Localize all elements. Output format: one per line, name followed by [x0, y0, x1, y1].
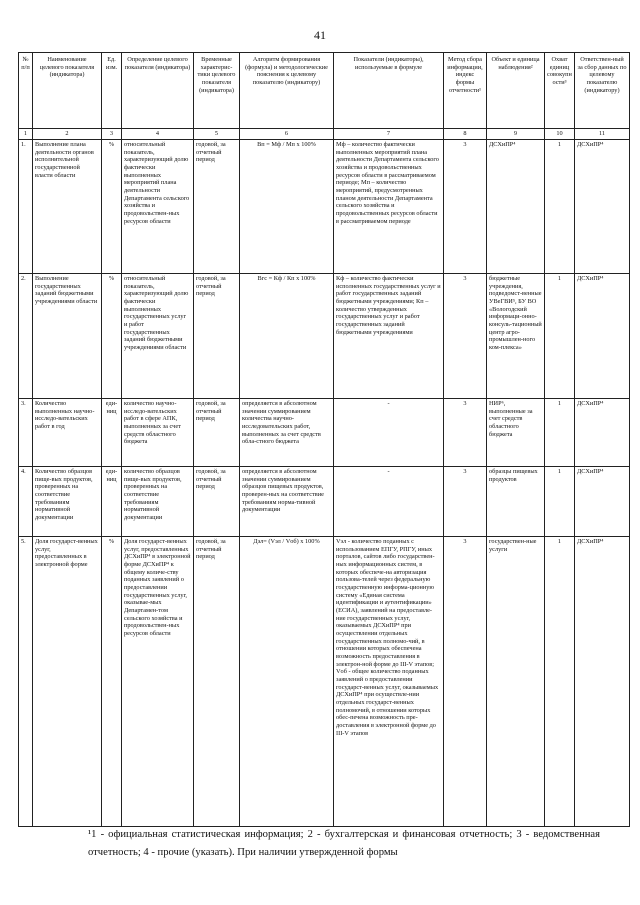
formula: Вп = Мф / Мп x 100% [240, 140, 334, 274]
table-row [19, 274, 630, 399]
coverage: 1 [545, 537, 575, 827]
timing: годовой, за отчетный период [194, 274, 240, 399]
observation-object: образцы пищевых продуктов [487, 467, 545, 537]
collection-method: 3 [444, 274, 487, 399]
header-cell: Показатели (индикаторы), используемые в формуле [334, 53, 444, 129]
indicator-name: Количество образцов пище-вых продуктов, проверенных на соответствие требованиям нормативной документации [33, 467, 102, 537]
table-row [19, 537, 630, 827]
coverage: 1 [545, 467, 575, 537]
formula-indicators: Кф – количество фактически исполненных государственных услуг и работ государственных заданий бюджетными учреждениями; Кп – количество утвержденных государственных услуг и работ государственных заданий бюджетными учреждениями [334, 274, 444, 399]
unit: % [102, 140, 122, 274]
unit: % [102, 537, 122, 827]
header-cell: Метод сбора информации, индекс формы отчетности¹ [444, 53, 487, 129]
column-number: 11 [575, 129, 630, 140]
collection-method: 3 [444, 140, 487, 274]
table-row [19, 399, 630, 467]
definition: относительный показатель, характеризующий долю фактически выполненных государственных услуг и работ государственных заданий бюджетными учреждениями области [122, 274, 194, 399]
definition: Доля государст-венных услуг, предоставленных ДСХиПР⁴ в электронной форме ДСХиПР⁴ к общему количе-ству поданных заявлений о предоставлении государственных услуг, оказывае-мых Департамен-том сельского хозяйства и продовольствен-ных ресурсов области [122, 537, 194, 827]
indicator-name: Количество выполненных научно-исследо-вательских работ в год [33, 399, 102, 467]
page-number: 41 [314, 28, 326, 42]
table-row [19, 467, 630, 537]
responsible: ДСХиПР⁴ [575, 467, 630, 537]
observation-object: НИР⁶, выполненные за счет средств областного бюджета [487, 399, 545, 467]
coverage: 1 [545, 140, 575, 274]
table-row [19, 140, 630, 274]
formula-indicators: - [334, 467, 444, 537]
formula: определяется в абсолютном значении суммированием количества научно-исследовательских работ, выполненных за счет средств обла-стного бюджета [240, 399, 334, 467]
indicator-name: Выполнение плана деятельности органов исполнительной государственной власти области [33, 140, 102, 274]
header-row [19, 53, 630, 129]
observation-object: бюджетные учреждения, подведомст-венные УВеГВИ⁵, БУ ВО «Вологодский информаци-онно-консуль-тационный центр агро-промышлен-ного ком-плекса» [487, 274, 545, 399]
timing: годовой, за отчетный период [194, 467, 240, 537]
column-number: 3 [102, 129, 122, 140]
header-cell: Временные характерис-тики целевого показателя (индикатора) [194, 53, 240, 129]
definition: количество образцов пище-вых продуктов, проверенных на соответствие требованиям нормативной документации [122, 467, 194, 537]
unit: еди-ниц [102, 467, 122, 537]
column-number: 7 [334, 129, 444, 140]
observation-object: ДСХиПР⁴ [487, 140, 545, 274]
formula-indicators: Vэл - количество поданных с использованием ЕПГУ, РПГУ, иных порталов, сайтов либо государствен-ных информационных систем, в которых обеспече-на авторизация пользова-телей через федеральную государственную информа-ционную систему «Единая система идентификации и аутентификации» (ЕСИА), заявлений на предоставле-ние государственных услуг, оказываемых ДСХиПР⁴ при осуществлении отдельных государственных полномо-чий, в отношении которых обеспечена возможность предоставления в электрон-ной форме до III-V этапов; Vоб - общее количество поданных заявлений о предоставлении государст-венных услуг, оказываемых ДСХиПР⁴ при осуществле-нии отдельных государст-венных полномочий, в отношении которых обес-печена возможность пре-доставления в электронной форме до III-V этапов [334, 537, 444, 827]
row-number: 3. [19, 399, 33, 467]
header-cell: Наименование целевого показателя (индикатора) [33, 53, 102, 129]
row-number: 5. [19, 537, 33, 827]
formula: определяется в абсолютном значении суммированием образцов пищевых продуктов, проверен-ных на соответствие требованиям норма-тивной документации [240, 467, 334, 537]
formula: Вгс = Кф / Кп x 100% [240, 274, 334, 399]
header-cell: Охват единиц совокупности³ [545, 53, 575, 129]
column-number: 5 [194, 129, 240, 140]
row-number: 1. [19, 140, 33, 274]
header-cell: Ответствен-ный за сбор данных по целевому показателю (индикатору) [575, 53, 630, 129]
header-cell: № п/п [19, 53, 33, 129]
responsible: ДСХиПР⁴ [575, 537, 630, 827]
timing: годовой, за отчетный период [194, 399, 240, 467]
unit: еди-ниц [102, 399, 122, 467]
header-cell: Ед. изм. [102, 53, 122, 129]
collection-method: 3 [444, 467, 487, 537]
indicator-name: Доля государст-венных услуг, предоставленных в электронной форме [33, 537, 102, 827]
formula-indicators: - [334, 399, 444, 467]
unit: % [102, 274, 122, 399]
column-number: 8 [444, 129, 487, 140]
header-cell: Объект и единица наблюдения² [487, 53, 545, 129]
row-number: 2. [19, 274, 33, 399]
formula-indicators: Мф – количество фактически выполненных мероприятий плана деятельности Департамента сельского хозяйства и продовольственных ресурсов области в рассматриваемом периоде; Мп – количество мероприятий, предусмотренных планом деятельности Департамента сельского хозяйства и продовольственных ресурсов области в рассматриваемом периоде [334, 140, 444, 274]
header-cell: Алгоритм формирования (формула) и методологические пояснения к целевому показателю (индикатору) [240, 53, 334, 129]
column-number: 9 [487, 129, 545, 140]
responsible: ДСХиПР⁴ [575, 399, 630, 467]
responsible: ДСХиПР⁴ [575, 140, 630, 274]
collection-method: 3 [444, 537, 487, 827]
coverage: 1 [545, 399, 575, 467]
row-number: 4. [19, 467, 33, 537]
coverage: 1 [545, 274, 575, 399]
column-number: 2 [33, 129, 102, 140]
footnote: ¹1 - официальная статистическая информация; 2 - бухгалтерская и финансовая отчетность; 3 - ведомственная отчетность; 4 - прочие (указать). При наличии утвержденной формы [88, 829, 600, 859]
column-number-row [19, 129, 630, 140]
definition: относительный показатель, характеризующий долю фактически выполненных мероприятий плана деятельности Департамента сельского хозяйства и продовольствен-ных ресурсов области [122, 140, 194, 274]
responsible: ДСХиПР⁴ [575, 274, 630, 399]
timing: годовой, за отчетный период [194, 537, 240, 827]
column-number: 1 [19, 129, 33, 140]
timing: годовой, за отчетный период [194, 140, 240, 274]
collection-method: 3 [444, 399, 487, 467]
column-number: 4 [122, 129, 194, 140]
header-cell: Определение целевого показателя (индикатора) [122, 53, 194, 129]
column-number: 10 [545, 129, 575, 140]
formula: Дэл= (Vэл / Vоб) x 100% [240, 537, 334, 827]
indicators-table [18, 52, 630, 827]
column-number: 6 [240, 129, 334, 140]
definition: количество научно-исследо-вательских работ в сфере АПК, выполненных за счет средств областного бюджета [122, 399, 194, 467]
indicator-name: Выполнение государственных заданий бюджетными учреждениями области [33, 274, 102, 399]
observation-object: государствен-ные услуги [487, 537, 545, 827]
